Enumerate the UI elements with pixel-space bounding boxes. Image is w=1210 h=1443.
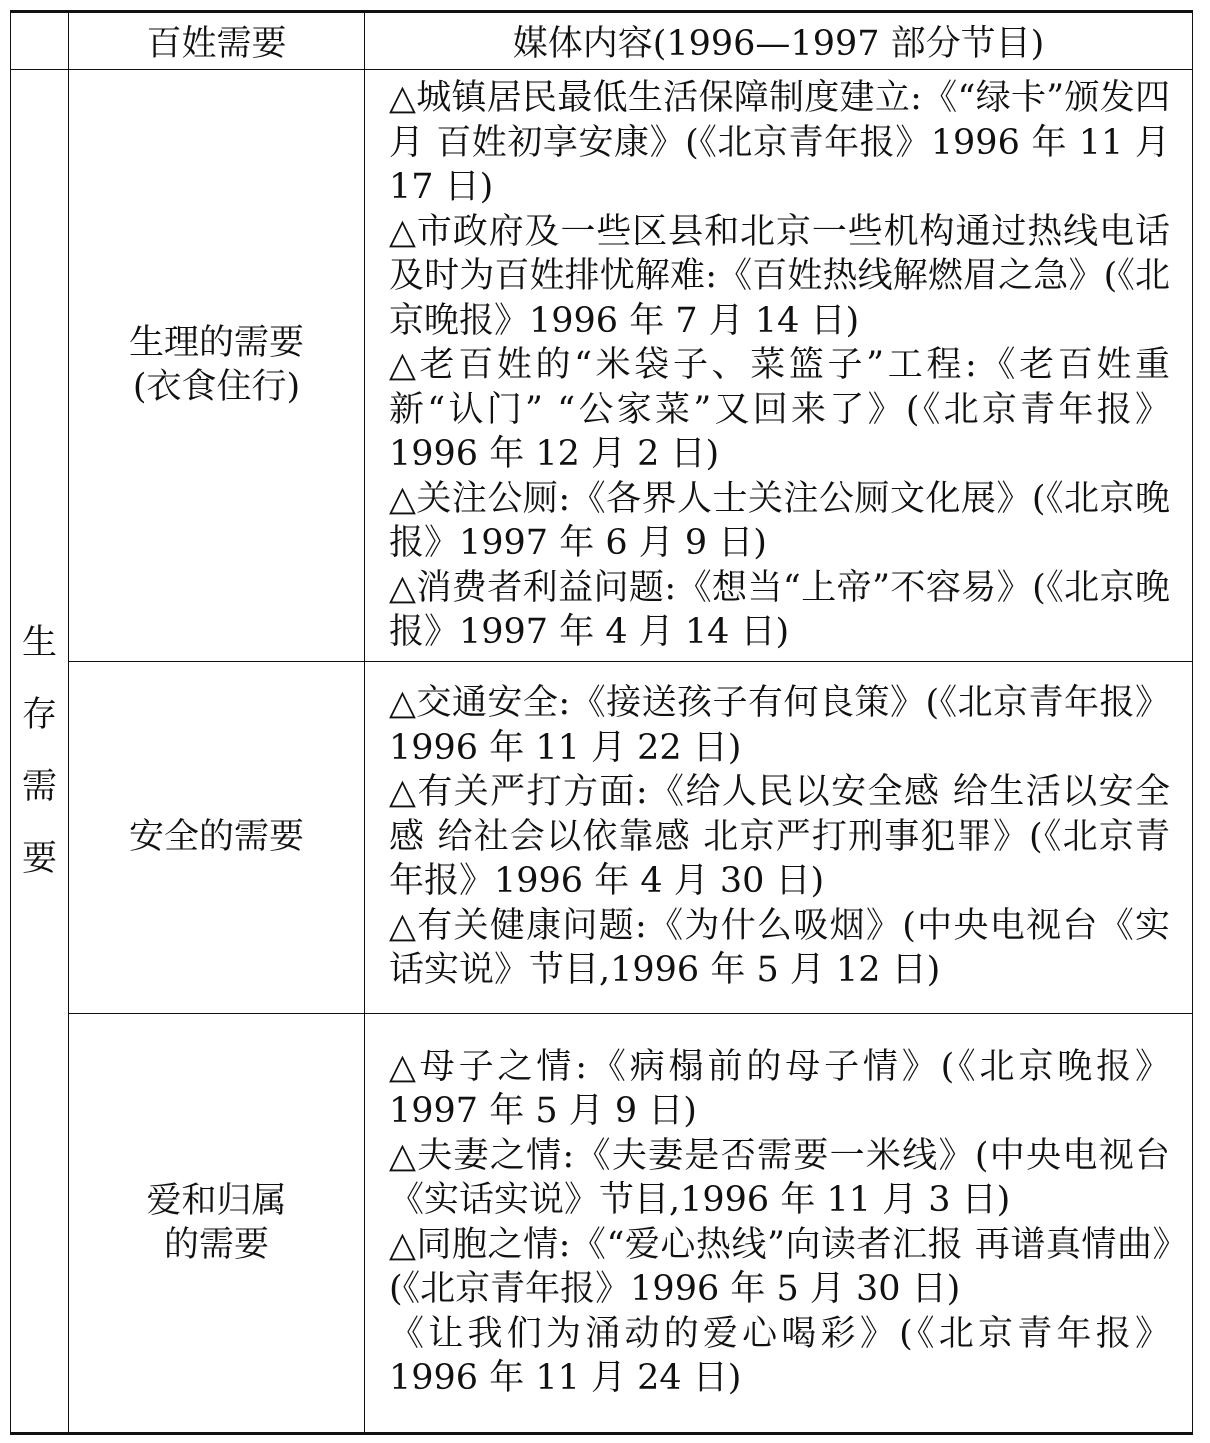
media-item: △有关严打方面:《给人民以安全感 给生活以安全感 给社会以依靠感 北京严打刑事犯罪》(《北京青年报》1996 年 4 月 30 日): [389, 772, 1170, 902]
table-row: [11, 661, 1193, 1013]
media-item: △城镇居民最低生活保障制度建立:《“绿卡”颁发四月 百姓初享安康》(《北京青年报》1996 年 11 月 17 日): [389, 78, 1170, 207]
media-content-cell: [365, 661, 1193, 1013]
need-cell: 生理的需要 (衣食住行): [69, 70, 365, 662]
header-cell-media-content: 媒体内容(1996—1997 部分节目): [365, 12, 1193, 70]
need-cell: 爱和归属 的需要: [69, 1013, 365, 1433]
category-label: 生存需要: [21, 622, 57, 879]
media-item: △交通安全:《接送孩子有何良策》(《北京青年报》1996 年 11 月 22 日): [389, 683, 1170, 768]
header-row: [11, 12, 1193, 70]
media-item: △同胞之情:《“爱心热线”向读者汇报 再谱真情曲》(《北京青年报》1996 年 5 月 30 日): [389, 1224, 1170, 1309]
media-content-cell: [365, 70, 1193, 662]
media-item: △有关健康问题:《为什么吸烟》(中央电视台《实话实说》节目,1996 年 5 月 12 日): [389, 905, 1170, 991]
media-item: △消费者利益问题:《想当“上帝”不容易》(《北京晚报》1997 年 4 月 14 日): [389, 567, 1170, 652]
media-item: △夫妻之情:《夫妻是否需要一米线》(中央电视台《实话实说》节目,1996 年 11 月 3 日): [389, 1135, 1170, 1220]
table-row: [11, 70, 1193, 662]
media-item: △关注公厕:《各界人士关注公厕文化展》(《北京晚报》1997 年 6 月 9 日): [389, 478, 1170, 563]
media-item: 《让我们为涌动的爱心喝彩》(《北京青年报》1996 年 11 月 24 日): [389, 1313, 1170, 1398]
header-cell-needs: 百姓需要: [69, 12, 365, 70]
media-content-cell: [365, 1013, 1193, 1433]
needs-media-table: [10, 10, 1193, 1435]
header-cell-empty: [11, 12, 69, 70]
need-cell: 安全的需要: [69, 661, 365, 1013]
media-item: △母子之情:《病榻前的母子情》(《北京晚报》1997 年 5 月 9 日): [389, 1046, 1170, 1131]
media-item: △市政府及一些区县和北京一些机构通过热线电话及时为百姓排忧解难:《百姓热线解燃眉之急》(《北京晚报》1996 年 7 月 14 日): [389, 211, 1170, 341]
table-row: [11, 1013, 1193, 1433]
category-cell: [11, 70, 69, 1434]
media-item: △老百姓的“米袋子、菜篮子”工程:《老百姓重新“认门” “公家菜”又回来了》(《北京青年报》1996 年 12 月 2 日): [389, 345, 1170, 474]
